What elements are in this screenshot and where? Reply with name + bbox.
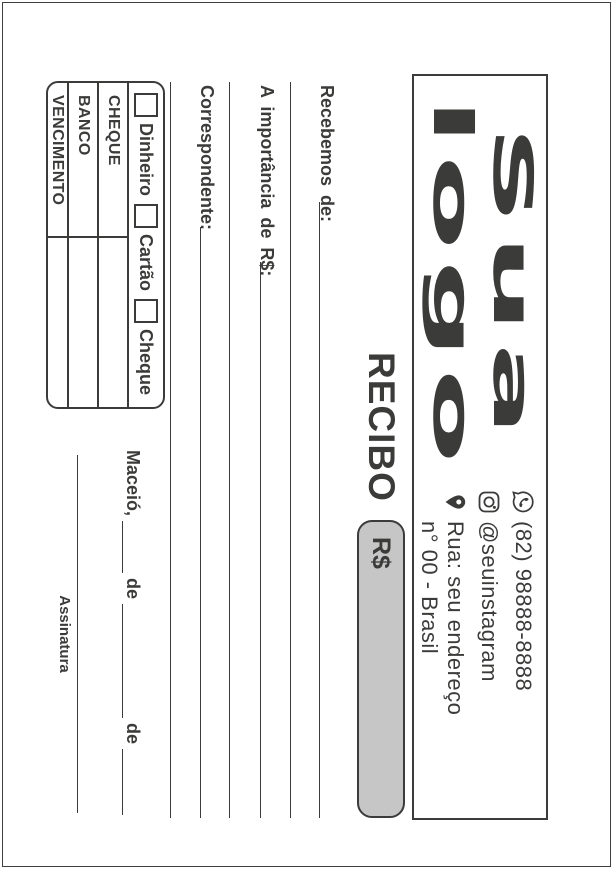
whatsapp-phone-icon [505, 490, 536, 514]
logo-line-1: Sua [481, 125, 544, 447]
currency-label: R$ [367, 537, 396, 569]
table-row-cheque [97, 83, 127, 407]
company-logo [422, 92, 542, 480]
dinheiro-checkbox[interactable] [134, 93, 158, 117]
instagram-row [471, 490, 502, 715]
contact-info [416, 490, 536, 715]
payment-option-dinheiro [134, 93, 158, 196]
table-row-banco [67, 83, 97, 407]
corresponding-line [200, 227, 201, 818]
instagram-icon [471, 490, 502, 514]
received-from-line-2 [290, 82, 291, 818]
cartao-label: Cartão [136, 233, 157, 291]
signature-label: Assinatura [56, 595, 73, 673]
date-word-de-2: de [123, 722, 143, 744]
date-month-line [122, 604, 142, 718]
received-from-line [319, 202, 320, 818]
date-year-line [122, 749, 142, 815]
address-line-2: n° 00 - Brasil [417, 521, 442, 655]
address-text [416, 521, 468, 715]
instagram-handle: @seuinstagram [477, 521, 502, 682]
cheque-label: Cheque [136, 328, 157, 395]
amount-box[interactable] [357, 520, 405, 818]
vencimento-row-value-cell[interactable] [48, 238, 67, 407]
payment-options-row [127, 83, 163, 407]
address-row [416, 490, 468, 715]
location-pin-icon [437, 490, 468, 514]
date-word-de-1: de [123, 578, 143, 600]
banco-row-value-cell[interactable] [69, 238, 97, 407]
date-line [122, 450, 143, 815]
signature-line [77, 455, 78, 813]
vencimento-row-label: VENCIMENTO [48, 83, 67, 238]
phone-number: (82) 98888-8888 [511, 521, 536, 692]
payment-option-cheque [134, 299, 158, 395]
payment-option-cartao [134, 204, 158, 291]
phone-row [505, 490, 536, 715]
received-from-label: Recebemos de: [317, 85, 337, 223]
corresponding-label: Correspondente: [197, 85, 217, 231]
corresponding-line-2 [170, 82, 171, 818]
cheque-row-value-cell[interactable] [99, 238, 127, 407]
receipt-title: RECIBO [361, 352, 402, 502]
table-row-vencimento [48, 83, 67, 407]
amount-line [260, 262, 261, 818]
address-line-1: Rua: seu endereço [443, 521, 468, 716]
city-label: Maceió, [123, 450, 143, 517]
amount-label: A importância de R$: [257, 85, 277, 277]
logo-line-2: logo [421, 97, 484, 474]
cheque-row-label: CHEQUE [99, 83, 127, 238]
cartao-checkbox[interactable] [134, 204, 158, 228]
amount-line-2 [229, 82, 230, 818]
cheque-checkbox[interactable] [134, 299, 158, 323]
dinheiro-label: Dinheiro [136, 123, 157, 197]
payment-table [46, 81, 165, 409]
header-box [412, 74, 548, 820]
banco-row-label: BANCO [69, 83, 97, 238]
date-day-line [122, 521, 142, 573]
